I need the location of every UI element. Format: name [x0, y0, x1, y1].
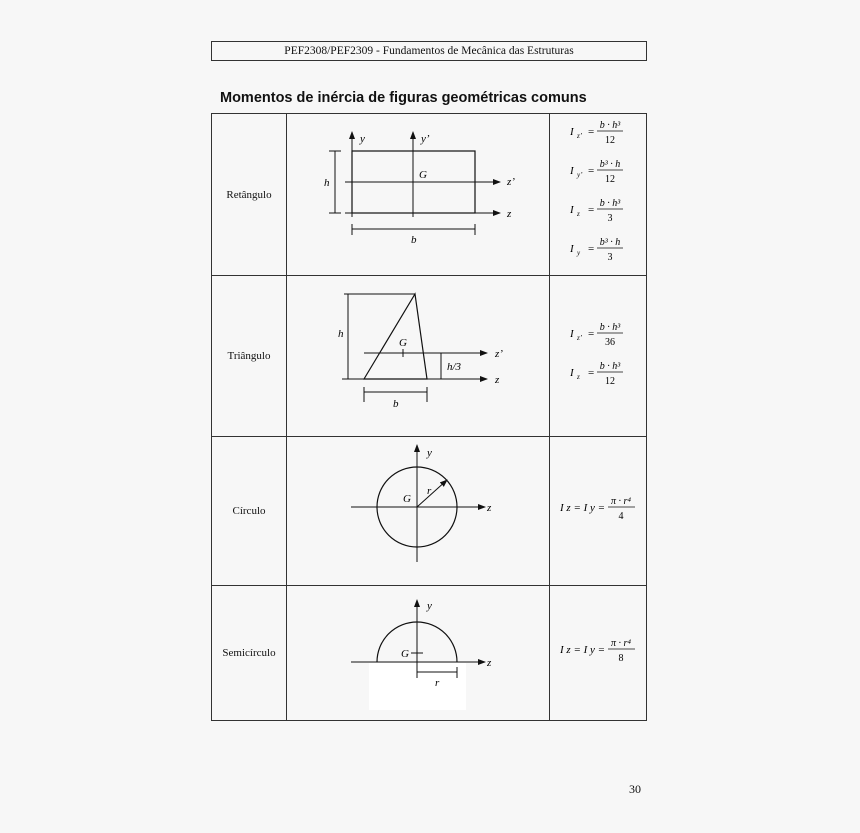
svg-text:I z = I y =: I z = I y = — [560, 502, 606, 514]
rectangle-formulas — [550, 114, 646, 270]
formula — [569, 120, 623, 146]
label-centroid: G — [419, 169, 427, 181]
svg-text:z: z — [577, 373, 580, 381]
label-z: z — [495, 374, 500, 386]
triangle-shape — [364, 294, 427, 379]
svg-text:I: I — [570, 204, 574, 216]
svg-text:z: z — [577, 210, 580, 218]
label-y-prime: y’ — [421, 133, 430, 145]
svg-text:3: 3 — [607, 213, 613, 224]
label-y: y — [427, 447, 432, 459]
rectangle-diagram — [287, 114, 549, 270]
label-h: h — [338, 328, 344, 340]
svg-text:I: I — [570, 126, 574, 138]
svg-text:I z = I y =: I z = I y = — [560, 644, 606, 656]
svg-text:=: = — [588, 126, 595, 138]
formula — [569, 322, 623, 348]
svg-text:12: 12 — [605, 376, 615, 387]
page-number: 30 — [629, 782, 641, 796]
svg-text:=: = — [588, 204, 595, 216]
svg-text:=: = — [588, 367, 595, 379]
svg-text:12: 12 — [605, 135, 615, 146]
svg-text:π · r⁴: π · r⁴ — [611, 638, 631, 649]
formula — [569, 159, 623, 185]
label-z: z — [507, 208, 512, 220]
label-b: b — [393, 398, 399, 410]
label-y: y — [360, 133, 365, 145]
svg-text:b³ · h: b³ · h — [599, 159, 621, 170]
label-h: h — [324, 177, 330, 189]
svg-text:b · h³: b · h³ — [599, 322, 621, 333]
label-centroid: G — [399, 337, 407, 349]
svg-text:I: I — [570, 328, 574, 340]
svg-text:b · h³: b · h³ — [599, 198, 621, 209]
svg-text:I: I — [570, 367, 574, 379]
svg-text:b³ · h: b³ · h — [599, 237, 621, 248]
svg-text:z’: z’ — [577, 334, 583, 342]
circle-diagram — [287, 437, 549, 580]
label-centroid: G — [403, 493, 411, 505]
formula — [559, 638, 635, 664]
row-semicircle — [212, 586, 647, 721]
label-z-prime: z’ — [507, 176, 515, 188]
svg-text:y’: y’ — [577, 171, 583, 179]
figure-cell — [287, 276, 550, 437]
label-z: z — [487, 502, 492, 514]
radius-arrow — [417, 480, 447, 507]
page-header — [211, 41, 647, 61]
formula — [569, 237, 623, 263]
label-y: y — [427, 600, 432, 612]
shape-name: Círculo — [212, 437, 287, 586]
svg-text:12: 12 — [605, 174, 615, 185]
svg-text:=: = — [588, 243, 595, 255]
formula — [569, 198, 623, 224]
svg-text:4: 4 — [618, 511, 624, 522]
triangle-formulas — [550, 276, 646, 431]
svg-text:I: I — [570, 243, 574, 255]
shape-name: Triângulo — [212, 276, 287, 437]
figure-cell — [287, 586, 550, 721]
figure-cell — [287, 437, 550, 586]
semicircle-diagram — [287, 586, 549, 715]
label-r: r — [427, 485, 432, 497]
label-z-prime: z’ — [495, 348, 503, 360]
svg-text:b · h³: b · h³ — [599, 361, 621, 372]
formula-cell — [550, 437, 647, 586]
shape-name: Retângulo — [212, 114, 287, 276]
row-rectangle — [212, 114, 647, 276]
row-circle — [212, 437, 647, 586]
formula — [569, 361, 623, 387]
svg-text:y: y — [577, 249, 581, 257]
figure-cell — [287, 114, 550, 276]
label-b: b — [411, 234, 417, 246]
label-h-third: h/3 — [447, 361, 462, 373]
svg-text:b · h³: b · h³ — [599, 120, 621, 131]
svg-text:36: 36 — [605, 337, 615, 348]
shape-name: Semicírculo — [212, 586, 287, 721]
svg-text:z’: z’ — [577, 132, 583, 140]
label-centroid: G — [401, 648, 409, 660]
svg-text:π · r⁴: π · r⁴ — [611, 496, 631, 507]
row-triangle — [212, 276, 647, 437]
semicircle-formula — [550, 586, 646, 715]
inertia-table — [211, 113, 647, 721]
label-r: r — [435, 677, 440, 689]
header-text: PEF2308/PEF2309 - Fundamentos de Mecânica das Estruturas — [284, 45, 574, 57]
section-title: Momentos de inércia de figuras geométricas comuns — [220, 90, 587, 106]
triangle-diagram — [287, 276, 549, 431]
formula — [559, 496, 635, 522]
svg-text:3: 3 — [607, 252, 613, 263]
formula-cell — [550, 114, 647, 276]
formula-cell — [550, 586, 647, 721]
svg-text:8: 8 — [618, 653, 624, 664]
circle-formula — [550, 437, 646, 580]
svg-text:=: = — [588, 165, 595, 177]
label-z: z — [487, 657, 492, 669]
svg-text:=: = — [588, 328, 595, 340]
formula-cell — [550, 276, 647, 437]
svg-text:I: I — [570, 165, 574, 177]
